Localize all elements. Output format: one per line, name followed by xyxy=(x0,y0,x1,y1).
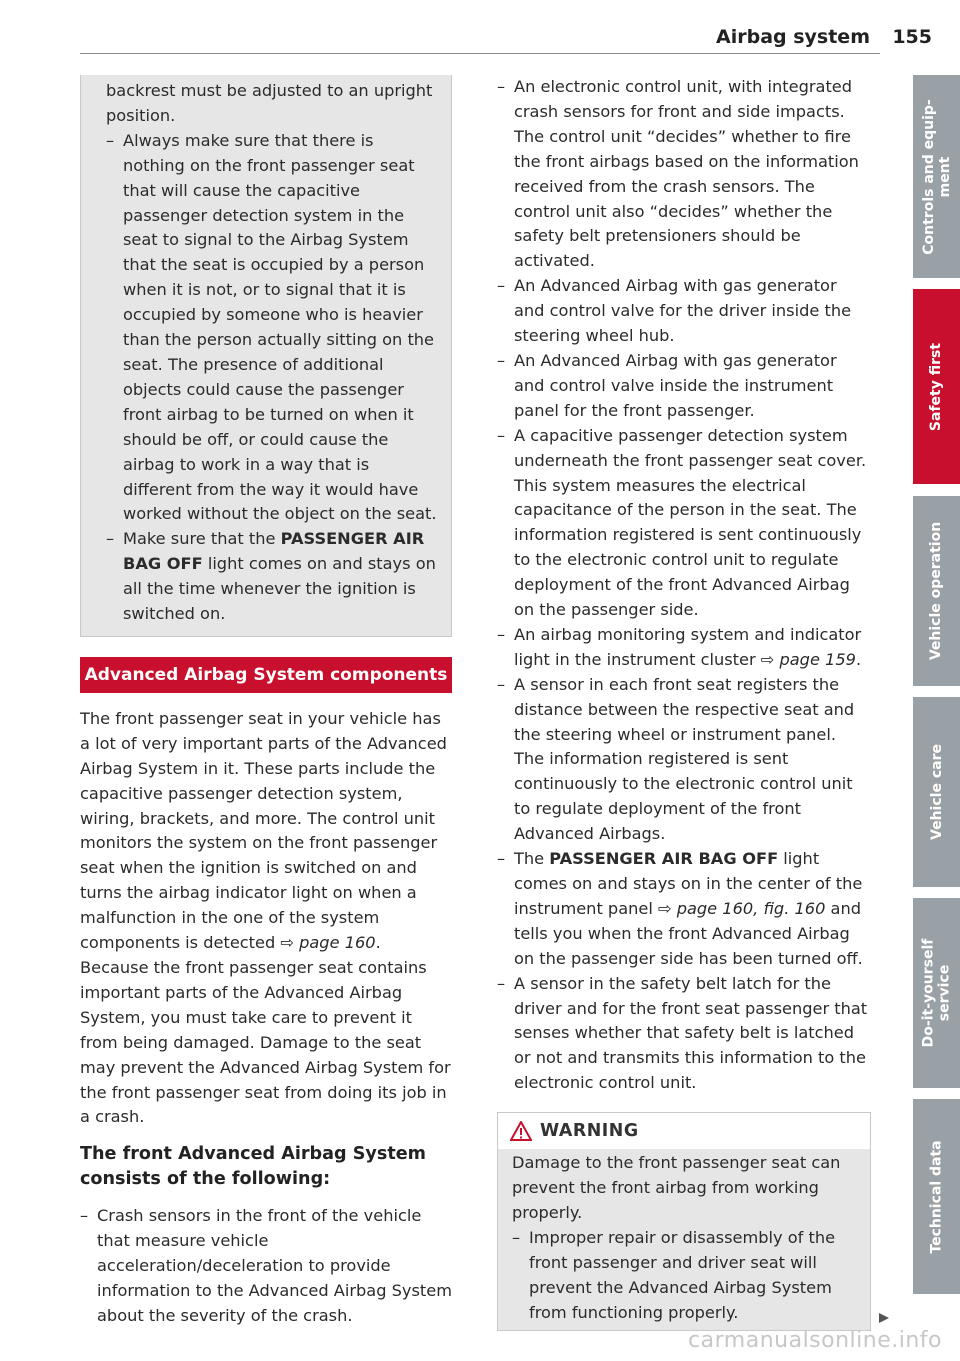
watermark: carmanualsonline.info xyxy=(688,1328,942,1353)
page-reference-link[interactable]: ⇨ page 160 xyxy=(280,933,376,953)
warning-text: Damage to the front passenger seat can prevent the front airbag from working properly. xyxy=(512,1153,841,1222)
list-item: – Crash sensors in the front of the vehicle that measure vehicle acceleration/deceleration to provide information to the Advanced Airbag System about the severity of the crash. xyxy=(80,1206,452,1325)
list-item: – An Advanced Airbag with gas generator and control valve for the driver inside the steering wheel hub. xyxy=(497,276,852,346)
section-heading: Advanced Airbag System components xyxy=(80,657,452,693)
components-list xyxy=(80,1204,452,1329)
page-header-title: Airbag system xyxy=(716,26,870,48)
warning-body xyxy=(497,1149,871,1330)
list-item: – A sensor in each front seat registers the distance between the respective seat and the steering wheel or instrument panel. The information registered is sent continuously to the electronic control unit to regulate deployment of the front Advanced Airbags. xyxy=(497,674,855,844)
list-item: – The PASSENGER AIR BAG OFF light comes on and stays on in the center of the instrument panel ⇨ page 160, fig. 160 and tells you when the front Advanced Airbag on the passenger side has been turned off. xyxy=(497,849,863,968)
warning-header xyxy=(497,1112,871,1149)
warning-title: WARNING xyxy=(540,1120,639,1141)
list-item: – A sensor in the safety belt latch for the driver and for the front seat passenger that senses whether that safety belt is latched or not and transmits this information to the electronic control unit. xyxy=(497,973,868,1093)
intro-paragraph: The front passenger seat in your vehicle has a lot of very important parts of the Advanced Airbag System in it. These parts include the capacitive passenger detection system, wiring, brackets, and more. The control unit monitors the system on the front passenger seat when the ignition is switched on and turns the airbag indicator light on when a malfunction in the one of the system components is detected ⇨ page 160. Because the front passenger seat contains important parts of the Advanced Airbag System, you must take care to prevent it from being damaged. Damage to the seat may prevent the Advanced Airbag System for the front passenger seat from doing its job in a crash. xyxy=(80,708,451,1127)
page-reference-link[interactable]: ⇨ page 160, fig. 160 xyxy=(658,898,826,918)
continue-arrow-icon xyxy=(878,1312,890,1324)
passenger-airbag-off-label: PASSENGER AIR BAG OFF xyxy=(123,529,425,574)
warning-list-item: – Always make sure that there is nothing on the front passenger seat that will cause the capacitive passenger detection system in the seat to signal to the Airbag System that the seat is occupied by a person when it is not, or to signal that it is occupied by someone who is heavier than the person actually sitting on the seat. The presence of additional objects could cause the passenger front airbag to be turned on when it should be off, or could cause the airbag to work in a way that is different from the way it would have worked without the object on the seat. xyxy=(106,130,437,524)
passenger-airbag-off-label: PASSENGER AIR BAG OFF xyxy=(549,849,779,869)
subheading: The front Advanced Airbag System consists of the following: xyxy=(80,1144,427,1190)
warning-triangle-icon xyxy=(510,1121,532,1141)
sidebar-tab-controls[interactable]: Controls and equip- ment xyxy=(913,75,960,278)
list-item: – An airbag monitoring system and indicator light in the instrument cluster ⇨ page 159. xyxy=(497,624,862,669)
header-rule xyxy=(80,53,880,54)
right-column xyxy=(497,75,871,1331)
sidebar-tab-vehicle-operation[interactable]: Vehicle operation xyxy=(913,496,960,686)
sidebar-tab-diy-service[interactable]: Do-it-yourself service xyxy=(913,898,960,1088)
list-item: – An Advanced Airbag with gas generator and control valve inside the instrument panel for the front passenger. xyxy=(497,350,837,420)
warning-list-item: – Make sure that the PASSENGER AIR BAG OFF light comes on and stays on all the time whenever the ignition is switched on. xyxy=(106,529,436,624)
page-number: 155 xyxy=(892,26,932,48)
page-reference-link[interactable]: ⇨ page 159 xyxy=(760,649,856,669)
warning-list-item: – Improper repair or disassembly of the front passenger and driver seat will prevent the Advanced Airbag System from functioning properly. xyxy=(512,1227,836,1322)
sidebar-tab-technical-data[interactable]: Technical data xyxy=(913,1099,960,1294)
list-item: – A capacitive passenger detection system underneath the front passenger seat cover. This system measures the electrical capacitance of the person in the seat. The information registered is sent continuously to the electronic control unit to regulate deployment of the front Advanced Airbag on the passenger side. xyxy=(497,425,867,620)
warning-continued-text: backrest must be adjusted to an upright position. xyxy=(106,81,433,125)
warning-continued-box xyxy=(80,75,452,637)
sidebar-tab-vehicle-care[interactable]: Vehicle care xyxy=(913,697,960,887)
left-column xyxy=(80,75,452,1329)
sidebar-tab-safety-first[interactable]: Safety first xyxy=(913,289,960,484)
list-item: – An electronic control unit, with integrated crash sensors for front and side impacts. The control unit “decides” whether to fire the front airbags based on the information received from the crash sensors. The control unit also “decides” whether the safety belt pretensioners should be activated. xyxy=(497,77,859,271)
